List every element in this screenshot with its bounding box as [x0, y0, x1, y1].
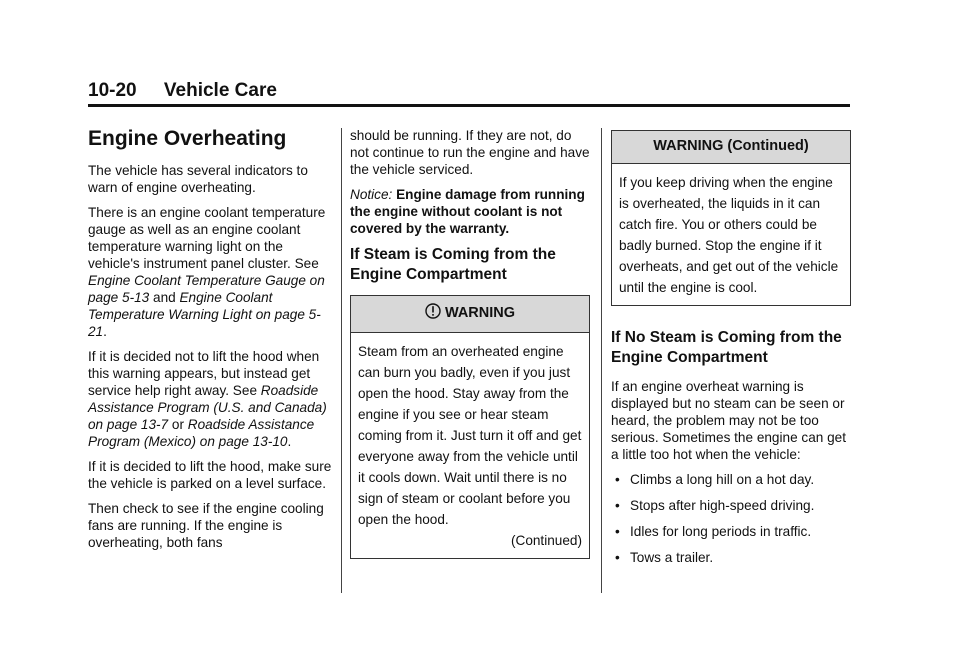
bullet-icon: •: [615, 550, 620, 565]
text: and: [149, 290, 180, 305]
warning-text: Steam from an overheated engine can burn you badly, even if you just open the hood. Stay away from the engine if you see or hear steam coming from it. Just turn it off and get everyone away from the vehicle until it cools down. Wait until there is no sign of steam or coolant before you open the hood.: [358, 344, 582, 527]
warning-title: WARNING: [444, 305, 516, 321]
cross-reference: Engine Coolant Temperature Gauge on page 5-13: [88, 273, 325, 305]
text: There is an engine coolant temperature gauge as well as an engine coolant temperature warning light on the vehicle's instrument panel cluster. See: [88, 205, 326, 271]
section-title: Vehicle Care: [163, 80, 277, 101]
bullet-list: [611, 471, 851, 566]
notice: [350, 186, 590, 237]
warning-text: If you keep driving when the engine is overheated, the liquids in it can catch fire. You or others could be badly burned. Stop the engine if it overheats, and get out of the vehicle until the engine is cool.: [619, 175, 839, 295]
text: .: [103, 324, 107, 339]
warning-box: [350, 295, 590, 559]
text: If it is decided not to lift the hood when this warning appears, but instead get service help right away. See: [88, 349, 320, 398]
paragraph: Then check to see if the engine cooling fans are running. If the engine is overheating, both fans: [88, 501, 324, 550]
paragraph: [88, 204, 332, 340]
continued-label: (Continued): [510, 533, 582, 548]
subsection-heading: If Steam is Coming from the Engine Compartment: [350, 246, 556, 283]
list-item: [611, 549, 851, 566]
paragraph: If an engine overheat warning is displayed but no steam can be seen or heard, the problem may not be too serious. Sometimes the engine can get a little too hot when the vehicle:: [611, 379, 847, 462]
cross-reference: Roadside Assistance Program (Mexico) on page 13-10: [88, 417, 315, 449]
column-divider: [601, 128, 602, 593]
list-item: [611, 523, 851, 540]
list-item-text: Climbs a long hill on a hot day.: [630, 472, 815, 487]
column-2: [350, 127, 590, 569]
paragraph: [88, 348, 332, 450]
warning-box-continued: [611, 130, 851, 306]
notice-text: Engine damage from running the engine without coolant is not covered by the warranty.: [350, 187, 585, 236]
notice-label: Notice:: [350, 187, 393, 202]
warning-body: [351, 333, 589, 558]
text: .: [287, 434, 292, 449]
list-item-text: Tows a trailer.: [630, 550, 714, 565]
bullet-icon: •: [615, 472, 620, 487]
paragraph: If it is decided to lift the hood, make sure the vehicle is parked on a level surface.: [88, 459, 332, 491]
paragraph: The vehicle has several indicators to warn of engine overheating.: [88, 163, 308, 195]
column-3: [611, 130, 851, 575]
subsection-heading: If No Steam is Coming from the Engine Compartment: [611, 329, 842, 366]
cross-reference: Roadside Assistance Program (U.S. and Canada) on page 13-7: [88, 383, 327, 432]
page-number: 10-20: [88, 80, 137, 101]
column-1: [88, 127, 332, 559]
page-header: [88, 80, 850, 107]
column-divider: [341, 128, 342, 593]
list-item: [611, 497, 851, 514]
list-item-text: Stops after high-speed driving.: [630, 498, 815, 513]
warning-icon: [425, 303, 441, 324]
list-item-text: Idles for long periods in traffic.: [630, 524, 812, 539]
warning-header: WARNING (Continued): [612, 131, 850, 164]
bullet-icon: •: [615, 524, 620, 539]
list-item: [611, 471, 851, 488]
warning-header: [351, 296, 589, 333]
text: or: [168, 417, 188, 432]
cross-reference: Engine Coolant Temperature Warning Light on page 5-21: [88, 290, 321, 339]
section-heading: Engine Overheating: [88, 127, 287, 150]
bullet-icon: •: [615, 498, 620, 513]
paragraph: should be running. If they are not, do not continue to run the engine and have the vehicle serviced.: [350, 128, 590, 177]
